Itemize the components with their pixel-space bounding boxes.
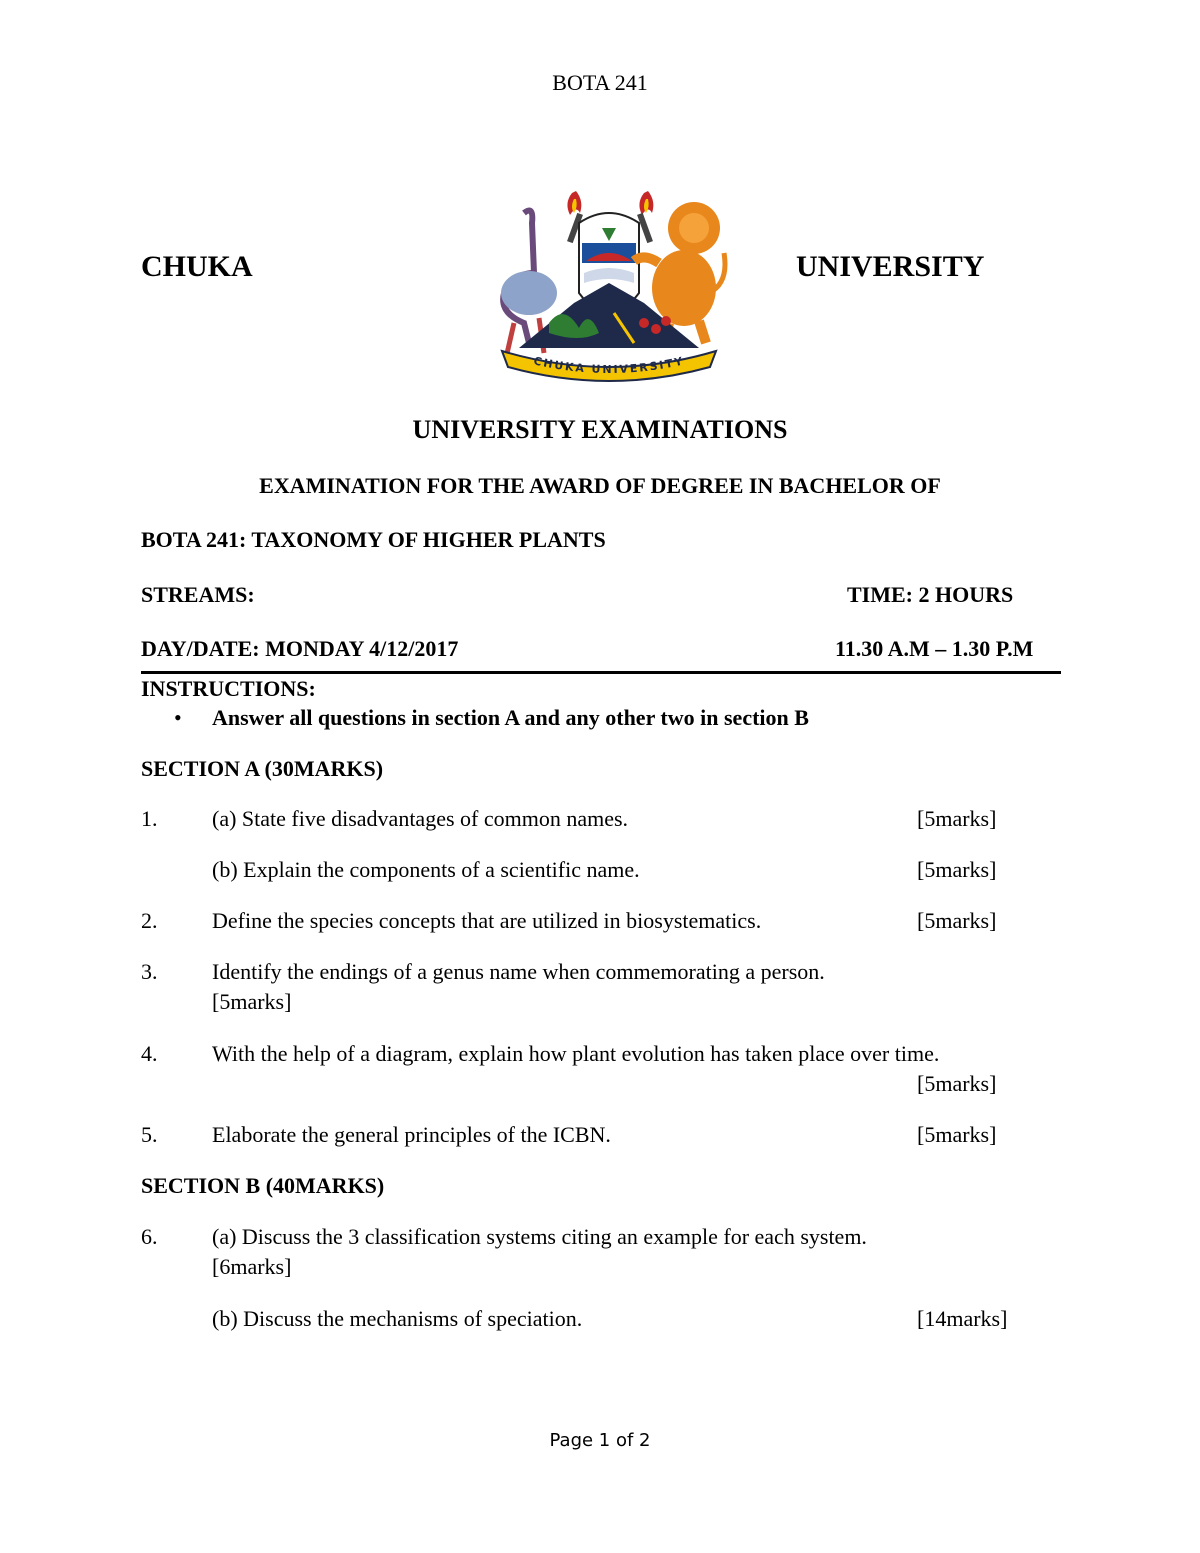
header-divider xyxy=(141,671,1061,674)
q5-number: 5. xyxy=(141,1122,158,1147)
q1a-marks: [5marks] xyxy=(917,806,997,831)
q3-marks: [5marks] xyxy=(212,989,292,1014)
exam-title: UNIVERSITY EXAMINATIONS xyxy=(412,415,788,444)
q6a-marks: [6marks] xyxy=(212,1254,292,1279)
page-number: Page 1 of 2 xyxy=(549,1430,651,1451)
q6b-text: (b) Discuss the mechanisms of speciation. xyxy=(212,1306,583,1331)
q1b-marks: [5marks] xyxy=(917,857,997,882)
q4-number: 4. xyxy=(141,1041,158,1066)
bullet-icon: • xyxy=(174,705,182,730)
q4-text: With the help of a diagram, explain how plant evolution has taken place over time. xyxy=(212,1041,940,1066)
q2-marks: [5marks] xyxy=(917,908,997,933)
instructions-heading: INSTRUCTIONS: xyxy=(141,676,316,701)
q4-marks: [5marks] xyxy=(917,1071,997,1096)
time-label: TIME: 2 HOURS xyxy=(847,582,1014,607)
q6-number: 6. xyxy=(141,1224,158,1249)
q6b-marks: [14marks] xyxy=(917,1306,1008,1331)
q1b-text: (b) Explain the components of a scientific name. xyxy=(212,857,640,882)
q1a-text: (a) State five disadvantages of common names. xyxy=(212,806,629,831)
q2-number: 2. xyxy=(141,908,158,933)
instruction-text: Answer all questions in section A and any other two in section B xyxy=(212,705,809,730)
university-crest-logo xyxy=(484,183,734,383)
header-course-code: BOTA 241 xyxy=(552,70,648,95)
q2-text: Define the species concepts that are utilized in biosystematics. xyxy=(212,908,762,933)
q5-text: Elaborate the general principles of the ICBN. xyxy=(212,1122,611,1147)
q1-number: 1. xyxy=(141,806,158,831)
section-a-heading: SECTION A (30MARKS) xyxy=(141,756,384,781)
q6a-text: (a) Discuss the 3 classification systems citing an example for each system. xyxy=(212,1224,867,1249)
q5-marks: [5marks] xyxy=(917,1122,997,1147)
title-chuka: CHUKA xyxy=(141,250,253,283)
time-range: 11.30 A.M – 1.30 P.M xyxy=(835,636,1034,661)
q3-text: Identify the endings of a genus name when commemorating a person. xyxy=(212,959,825,984)
crest-banner-text: CHUKA UNIVERSITY xyxy=(532,354,686,377)
course-title: BOTA 241: TAXONOMY OF HIGHER PLANTS xyxy=(141,527,606,552)
section-b-heading: SECTION B (40MARKS) xyxy=(141,1173,385,1198)
day-date: DAY/DATE: MONDAY 4/12/2017 xyxy=(141,636,459,661)
title-university: UNIVERSITY xyxy=(796,250,985,283)
award-line: EXAMINATION FOR THE AWARD OF DEGREE IN BACHELOR OF xyxy=(259,473,941,498)
streams-label: STREAMS: xyxy=(141,582,255,607)
q3-number: 3. xyxy=(141,959,158,984)
